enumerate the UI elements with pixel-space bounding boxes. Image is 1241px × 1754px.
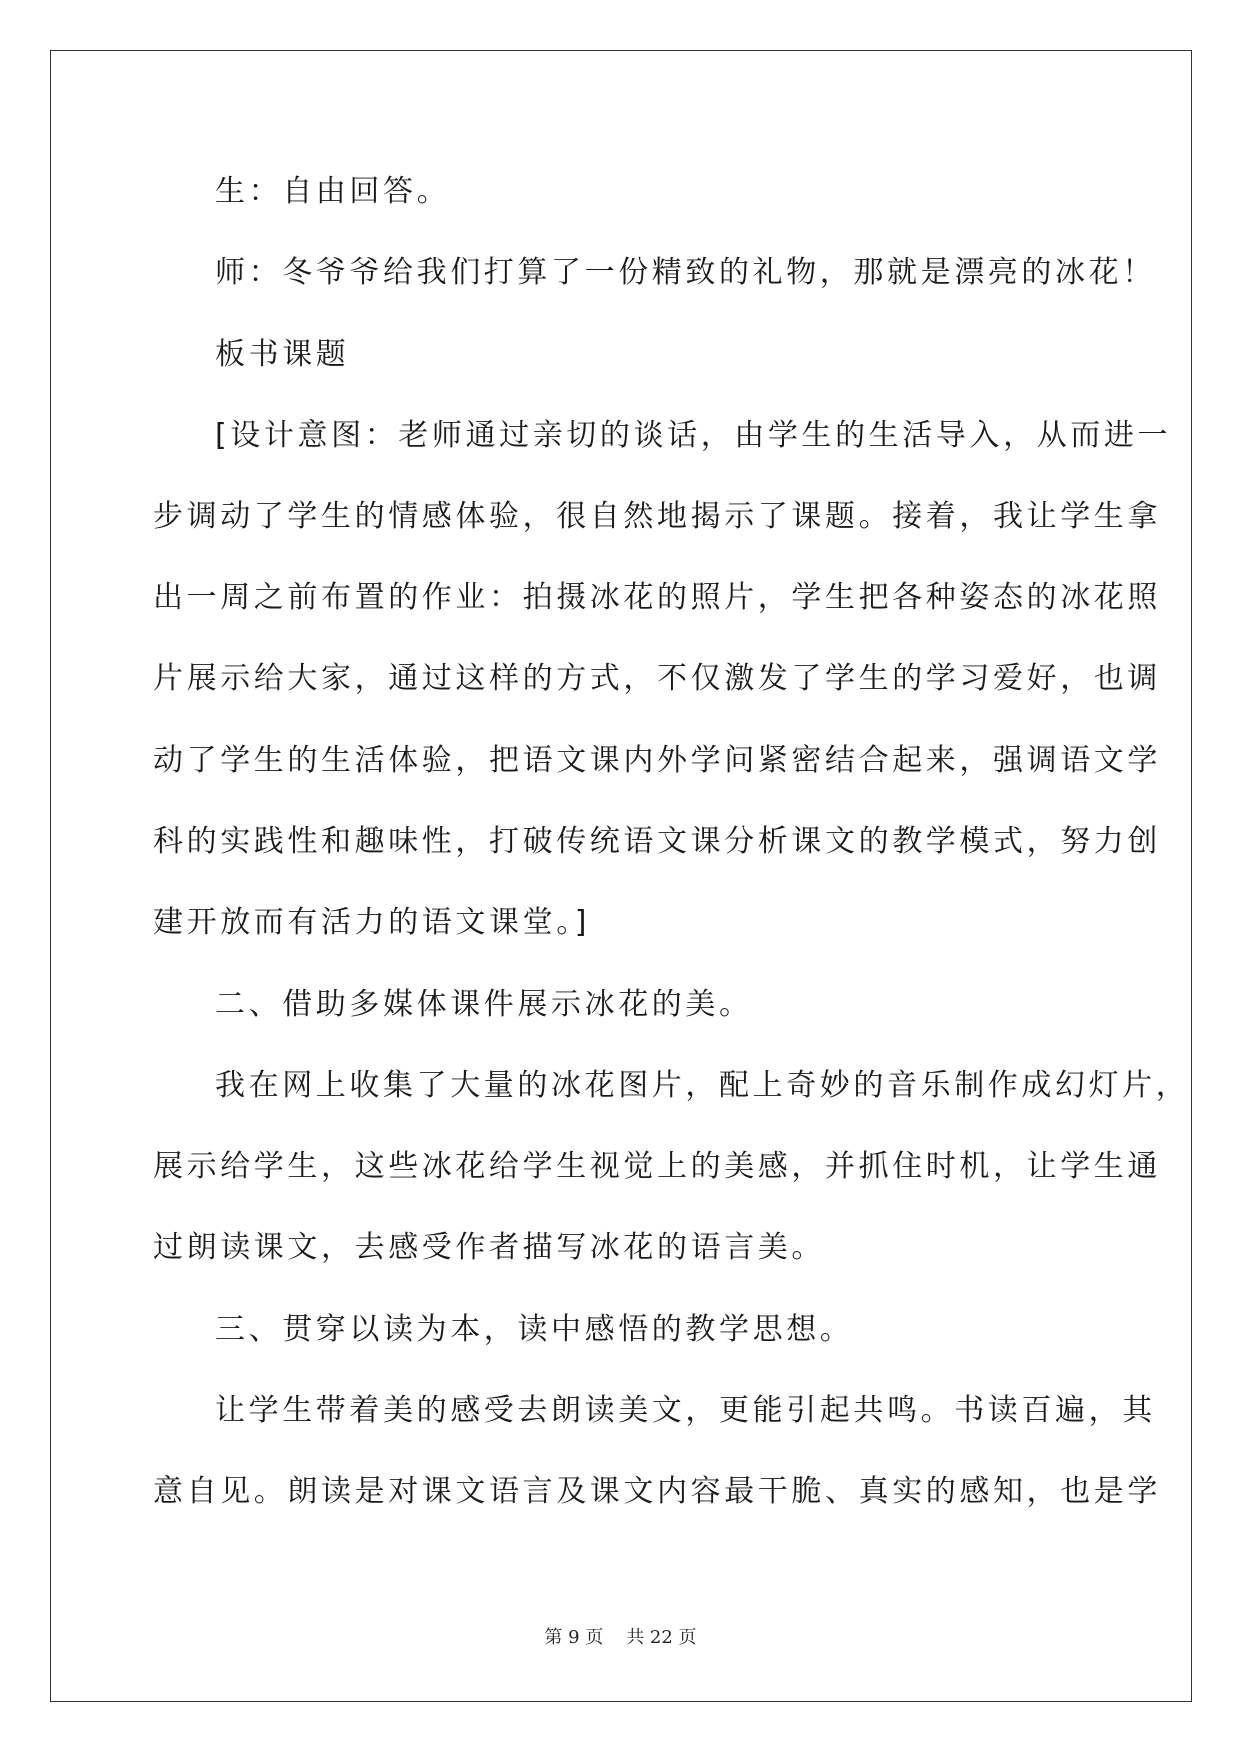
paragraph-line: 过朗读课文，去感受作者描写冰花的语言美。 — [153, 1230, 825, 1265]
paragraph-line: 出一周之前布置的作业：拍摄冰花的照片，学生把各种姿态的冰花照 — [153, 580, 1161, 615]
section-heading: 二、借助多媒体课件展示冰花的美。 — [215, 987, 753, 1022]
paragraph-line: 展示给学生，这些冰花给学生视觉上的美感，并抓住时机，让学生通 — [153, 1149, 1161, 1184]
page-border — [50, 50, 1192, 1702]
paragraph-line: 片展示给大家，通过这样的方式，不仅激发了学生的学习爱好，也调 — [153, 661, 1161, 696]
paragraph-line: 步调动了学生的情感体验，很自然地揭示了课题。接着，我让学生拿 — [153, 499, 1161, 534]
paragraph-line: 板书课题 — [215, 337, 350, 372]
paragraph-line: 让学生带着美的感受去朗读美文，更能引起共鸣。书读百遍，其 — [215, 1393, 1156, 1428]
paragraph-line: 意自见。朗读是对课文语言及课文内容最干脆、真实的感知，也是学 — [153, 1474, 1161, 1509]
paragraph-line: 科的实践性和趣味性，打破传统语文课分析课文的教学模式，努力创 — [153, 824, 1161, 859]
page-number: 第 9 页 共 22 页 — [544, 1627, 697, 1648]
paragraph-line: 我在网上收集了大量的冰花图片，配上奇妙的音乐制作成幻灯片， — [215, 1068, 1190, 1103]
paragraph-line: 生：自由回答。 — [215, 174, 451, 209]
section-heading: 三、贯穿以读为本，读中感悟的教学思想。 — [215, 1312, 854, 1347]
paragraph-line: 师：冬爷爷给我们打算了一份精致的礼物，那就是漂亮的冰花！ — [215, 255, 1156, 290]
paragraph-line: [设计意图：老师通过亲切的谈话，由学生的生活导入，从而进一 — [215, 418, 1172, 453]
paragraph-line: 动了学生的生活体验，把语文课内外学问紧密结合起来，强调语文学 — [153, 743, 1161, 778]
paragraph-line: 建开放而有活力的语文课堂。] — [153, 905, 591, 940]
